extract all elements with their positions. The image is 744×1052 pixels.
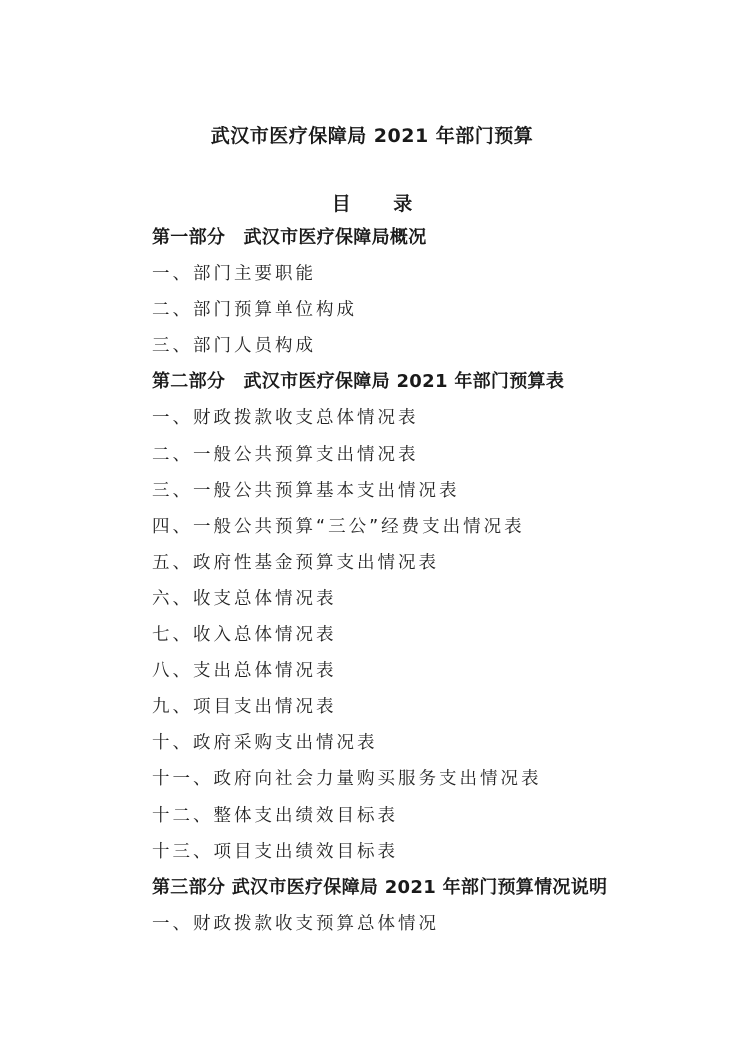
toc-item: 四、一般公共预算“三公”经费支出情况表 — [152, 516, 525, 537]
toc-item: 一、财政拨款收支总体情况表 — [152, 408, 419, 429]
toc-part-3: 第三部分 武汉市医疗保障局 2021 年部门预算情况说明 — [152, 876, 608, 898]
toc-item: 一、部门主要职能 — [152, 264, 316, 285]
table-of-contents — [152, 220, 712, 942]
toc-heading: 目 录 — [331, 193, 431, 215]
toc-item: 十一、政府向社会力量购买服务支出情况表 — [152, 769, 542, 790]
toc-item: 八、支出总体情况表 — [152, 661, 337, 682]
toc-item: 十二、整体支出绩效目标表 — [152, 805, 398, 826]
toc-item: 一、财政拨款收支预算总体情况 — [152, 913, 439, 934]
toc-item: 七、收入总体情况表 — [152, 625, 337, 646]
toc-item: 二、部门预算单位构成 — [152, 300, 357, 321]
toc-item: 十三、项目支出绩效目标表 — [152, 841, 398, 862]
document-title: 武汉市医疗保障局 2021 年部门预算 — [210, 125, 534, 147]
toc-part-1: 第一部分 武汉市医疗保障局概况 — [152, 227, 427, 248]
toc-item: 十、政府采购支出情况表 — [152, 733, 378, 754]
toc-part-2: 第二部分 武汉市医疗保障局 2021 年部门预算表 — [152, 371, 565, 393]
toc-item: 九、项目支出情况表 — [152, 697, 337, 718]
toc-item: 三、部门人员构成 — [152, 336, 316, 357]
toc-item: 二、一般公共预算支出情况表 — [152, 444, 419, 465]
toc-item: 五、政府性基金预算支出情况表 — [152, 552, 439, 573]
toc-item: 六、收支总体情况表 — [152, 588, 337, 609]
toc-item: 三、一般公共预算基本支出情况表 — [152, 480, 460, 501]
